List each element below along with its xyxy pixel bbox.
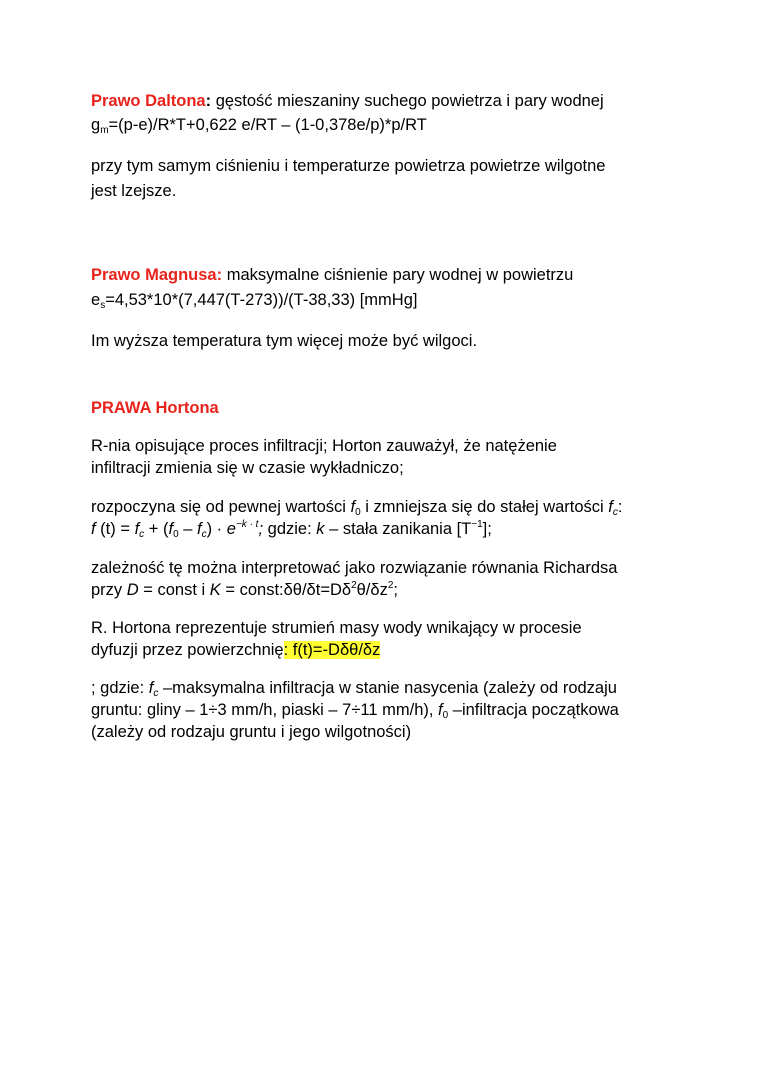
dalton-heading-line [91, 90, 604, 112]
p3-D: D [126, 581, 139, 599]
p5-text-b: –maksymalna infiltracja w stanie nasycenia (zależy od rodzaju [158, 679, 617, 697]
magnus-formula-sub: s [100, 300, 106, 311]
eq-fc: f [134, 520, 140, 538]
eq-minus: – [178, 520, 197, 538]
eq-exponent: −k · t [235, 519, 259, 530]
dalton-description: gęstość mieszaniny suchego powietrza i pary wodnej [211, 92, 604, 110]
dalton-formula [91, 114, 427, 136]
dalton-formula-sub: m [100, 125, 109, 136]
eq-k: k [316, 520, 325, 538]
dalton-colon: : [205, 92, 212, 110]
eq-fc2: f [197, 520, 202, 538]
horton-equation [91, 518, 492, 540]
magnus-heading-line [91, 264, 573, 286]
p4-highlighted-formula: : f(t)=-Dδθ/δz [283, 641, 381, 659]
eq-f0: f [168, 520, 174, 538]
eq-plus: + ( [144, 520, 169, 538]
eq-f0-sub: 0 [173, 529, 179, 540]
horton-p5-line3: (zależy od rodzaju gruntu i jego wilgotności) [91, 723, 412, 741]
magnus-formula [91, 289, 417, 311]
horton-p2-fc: f [608, 498, 613, 516]
horton-p5-line2 [91, 699, 619, 721]
horton-p4-line1: R. Hortona reprezentuje strumień masy wody wnikający w procesie [91, 619, 582, 637]
p3-text-c: = const:δθ/δt=Dδ [220, 581, 352, 599]
p5-line2-text: gruntu: gliny – 1÷3 mm/h, piaski – 7÷11 mm/h), [91, 701, 439, 719]
horton-p2-line1 [91, 496, 622, 518]
eq-k-exp: −1 [471, 519, 483, 530]
p3-sup1: 2 [351, 580, 357, 591]
magnus-note: Im wyższa temperatura tym więcej może być wilgoci. [91, 332, 478, 350]
dalton-formula-g: g [91, 116, 101, 134]
eq-fc-sub: c [139, 529, 145, 540]
horton-p2-f: f [350, 498, 356, 516]
p5-f0: f [438, 701, 443, 719]
horton-p1-line1: R-nia opisujące proces infiltracji; Horton zauważył, że natężenie [91, 437, 557, 455]
p5-f0-sub: 0 [442, 710, 449, 721]
p5-fc: f [148, 679, 154, 697]
eq-gdzie: gdzie: [263, 520, 317, 538]
dalton-title: Prawo Daltona [91, 92, 206, 110]
p5-fc-sub: c [153, 688, 159, 699]
p5-line2-end: –infiltracja początkowa [448, 701, 619, 719]
eq-close: ) · [206, 520, 227, 538]
horton-p2-f0-sub: 0 [355, 507, 361, 518]
horton-p3-line2 [91, 579, 398, 601]
magnus-formula-e: e [91, 291, 101, 309]
eq-fc2-sub: c [201, 529, 207, 540]
horton-p2-text-a: rozpoczyna się od pewnej wartości [91, 498, 351, 516]
horton-p2-fc-sub: c [612, 507, 618, 518]
p3-K: K [209, 581, 221, 599]
eq-lhs-f: f [91, 520, 96, 538]
eq-k-desc: – stała zanikania [T [324, 520, 472, 538]
dalton-note-line2: jest lzejsze. [91, 182, 177, 200]
eq-equals: = [115, 520, 135, 538]
horton-p5-line1 [91, 677, 617, 699]
magnus-formula-rest: =4,53*10*(7,447(T-273))/(T-38,33) [mmHg] [105, 291, 418, 309]
magnus-description: maksymalne ciśnienie pary wodnej w powietrzu [222, 266, 574, 284]
horton-p1-line2: infiltracji zmienia się w czasie wykładniczo; [91, 459, 404, 477]
eq-k-end: ]; [482, 520, 492, 538]
horton-p4-line2 [91, 639, 380, 661]
eq-e: e [226, 520, 236, 538]
p3-text-e: ; [393, 581, 398, 599]
p3-sup2: 2 [387, 580, 394, 591]
eq-t: (t) [95, 520, 116, 538]
eq-semicolon: ; [258, 520, 264, 538]
dalton-formula-rest: =(p-e)/R*T+0,622 e/RT – (1-0,378e/p)*p/RT [108, 116, 427, 134]
p3-text-a: przy [91, 581, 127, 599]
magnus-title: Prawo Magnusa: [91, 266, 223, 284]
p4-text: dyfuzji przez powierzchnię [91, 641, 284, 659]
dalton-note-line1: przy tym samym ciśnieniu i temperaturze powietrza powietrze wilgotne [91, 157, 606, 175]
horton-p2-text-b: i zmniejsza się do stałej wartości [360, 498, 609, 516]
p3-text-d: θ/δz [356, 581, 388, 599]
horton-p2-colon: : [617, 498, 623, 516]
horton-p3-line1: zależność tę można interpretować jako rozwiązanie równania Richardsa [91, 559, 618, 577]
p5-text-a: ; gdzie: [91, 679, 149, 697]
p3-text-b: = const i [138, 581, 210, 599]
horton-title: PRAWA Hortona [91, 399, 219, 417]
